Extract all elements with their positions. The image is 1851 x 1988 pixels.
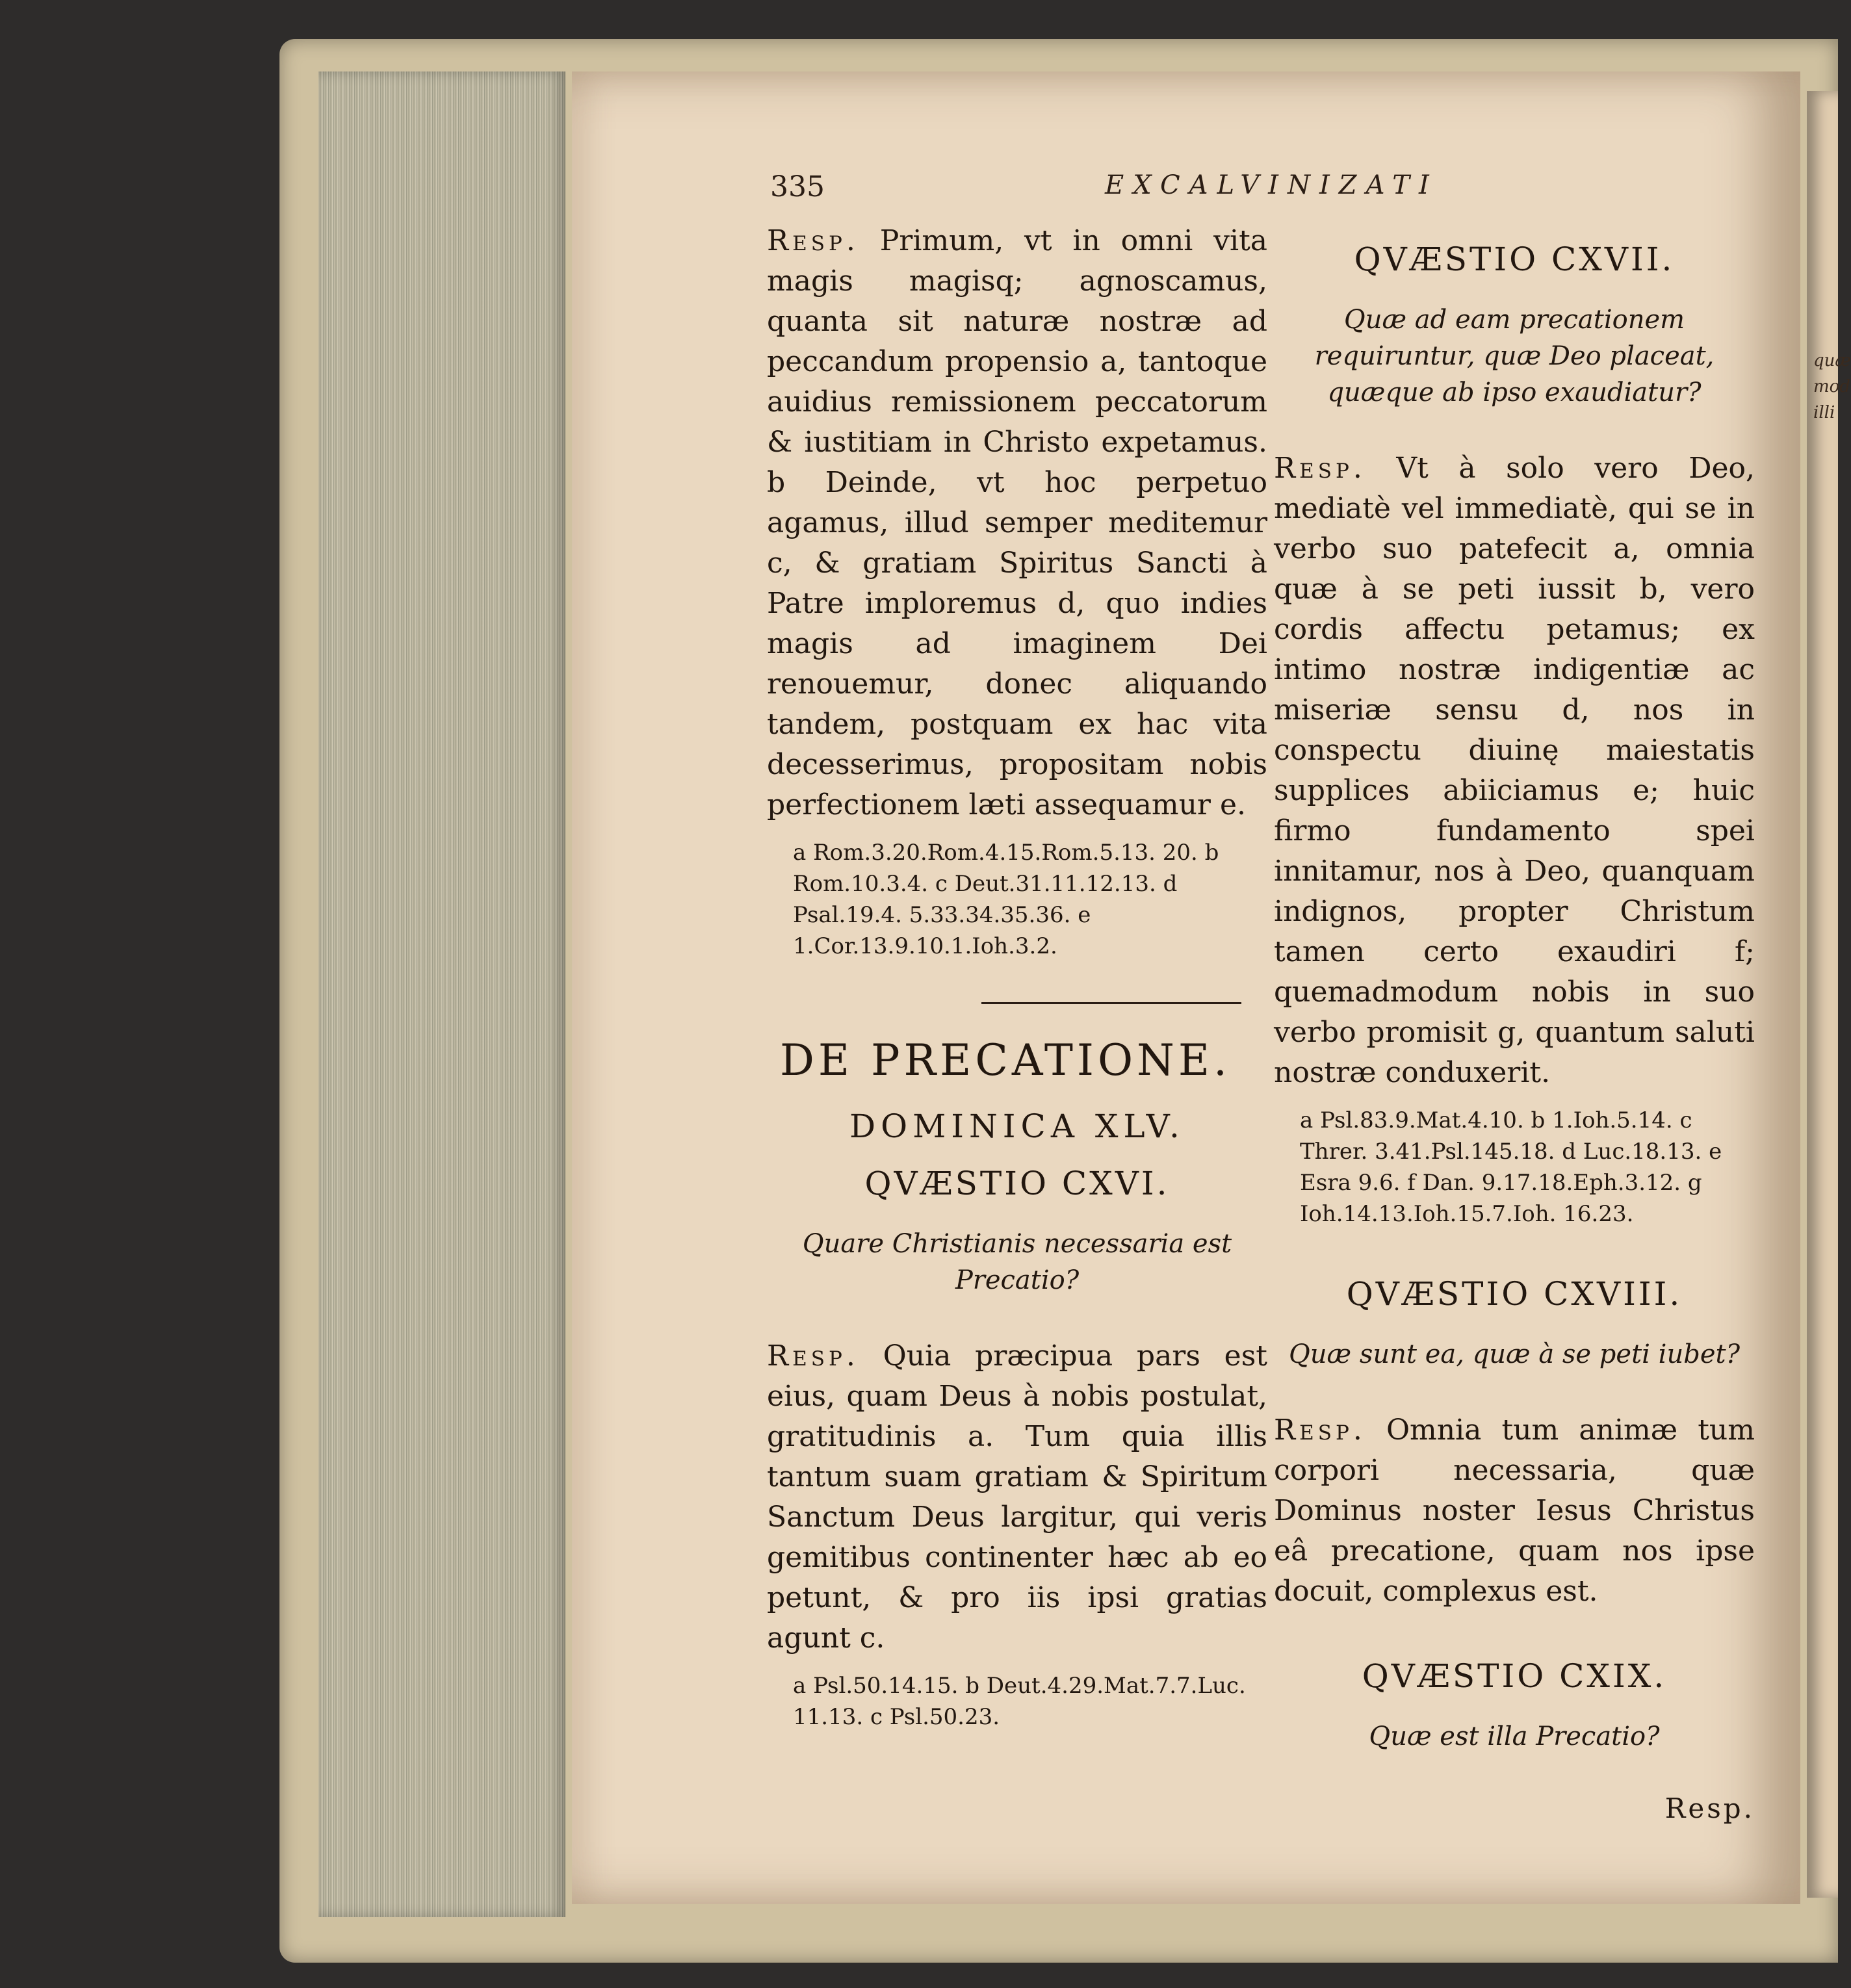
answer-text: Quia præcipua pars est eius, quam Deus à nobis postulat, gratitudinis a. Tum quia illis tantum suam gratiam & Spiritum Sanctum Deus largitur, qui veris gemitibus continenter hæc ab eo petunt, & pro iis ipsi gratias agunt c. [767,1339,1267,1655]
running-title: EXCALVINIZATI [1105,170,1438,200]
answer-116 [767,1336,1267,1659]
quaestio-heading: QVÆSTIO CXVIII. [1346,1275,1683,1313]
facing-page-fragment: quæ [1813,351,1851,370]
facing-page-fragment: mod [1813,377,1850,396]
right-column [1274,221,1755,1824]
section-title: DE PRECATIONE. [780,1035,1232,1085]
dominica-heading: DOMINICA XLV. [849,1107,1185,1145]
answer-118 [1274,1410,1755,1612]
page-number: 335 [770,170,825,203]
quaestio-heading: QVÆSTIO CXVI. [864,1165,1170,1202]
question-text: Quæ est illa Precatio? [1369,1722,1660,1751]
page-block-edge [318,71,565,1917]
scripture-notes: a Psl.83.9.Mat.4.10. b 1.Ioh.5.14. c Threr. 3.41.Psl.145.18. d Luc.18.13. e Esra 9.6. f Dan. 9.17.18.Eph.3.12. g Ioh.14.13.Ioh.15.7.Ioh. 16.23. [1300,1107,1722,1227]
resp-label: Resp. [1274,1414,1366,1447]
quaestio-heading: QVÆSTIO CXVII. [1354,240,1675,278]
answer-text: Vt à solo vero Deo, mediatè vel immediatè, qui se in verbo suo patefecit a, omnia quæ à se peti iussit b, vero cordis affectu petamus; ex intimo nostræ indigentiæ ac miseriæ sensu d, nos in conspectu diuinę maiestatis supplices abiiciamus e; huic firmo fundamento spei innitamur, nos à Deo, quanquam indignos, propter Christum tamen certo exaudiri f; quemadmodum nobis in suo verbo promisit g, quantum saluti nostræ conduxerit. [1274,452,1755,1089]
section-divider [981,1002,1241,1004]
facing-page-edge [1807,91,1851,1898]
answer-116-end [767,221,1267,825]
resp-label: Resp. [767,224,859,257]
resp-label: Resp. [767,1339,859,1373]
resp-label: Resp. [1274,452,1366,485]
scripture-notes: a Rom.3.20.Rom.4.15.Rom.5.13. 20. b Rom.10.3.4. c Deut.31.11.12.13. d Psal.19.4. 5.33.34.35.36. e 1.Cor.13.9.10.1.Ioh.3.2. [793,840,1219,959]
quaestio-heading: QVÆSTIO CXIX. [1362,1657,1667,1695]
answer-text: Primum, vt in omni vita magis magisq; agnoscamus, quanta sit naturæ nostræ ad peccandum propensio a, tantoque auidius remissionem peccatorum & iustitiam in Christo expetamus. b Deinde, vt hoc perpetuo agamus, illud semper meditemur c, & gratiam Spiritus Sancti à Patre imploremus d, quo indies magis ad imaginem Dei renouemur, donec aliquando tandem, postquam ex hac vita decesserimus, propositam nobis perfectionem læti assequamur e. [767,224,1267,821]
scripture-notes: a Psl.50.14.15. b Deut.4.29.Mat.7.7.Luc. 11.13. c Psl.50.23. [793,1673,1246,1730]
question-text: Quæ sunt ea, quæ à se peti iubet? [1288,1339,1741,1369]
facing-page-fragment: illi [1813,403,1835,422]
answer-117 [1274,448,1755,1093]
answer-text: Omnia tum animæ tum corpori necessaria, quæ Dominus noster Iesus Christus eâ precatione, quam nos ipse docuit, complexus est. [1274,1414,1755,1608]
left-column [767,221,1267,1733]
catchword: Resp. [1664,1792,1755,1824]
question-text: Quæ ad eam precationem requiruntur, quæ Deo placeat, quæque ab ipso exaudiatur? [1314,305,1715,407]
question-text: Quare Christianis necessaria est Precatio? [802,1229,1232,1295]
